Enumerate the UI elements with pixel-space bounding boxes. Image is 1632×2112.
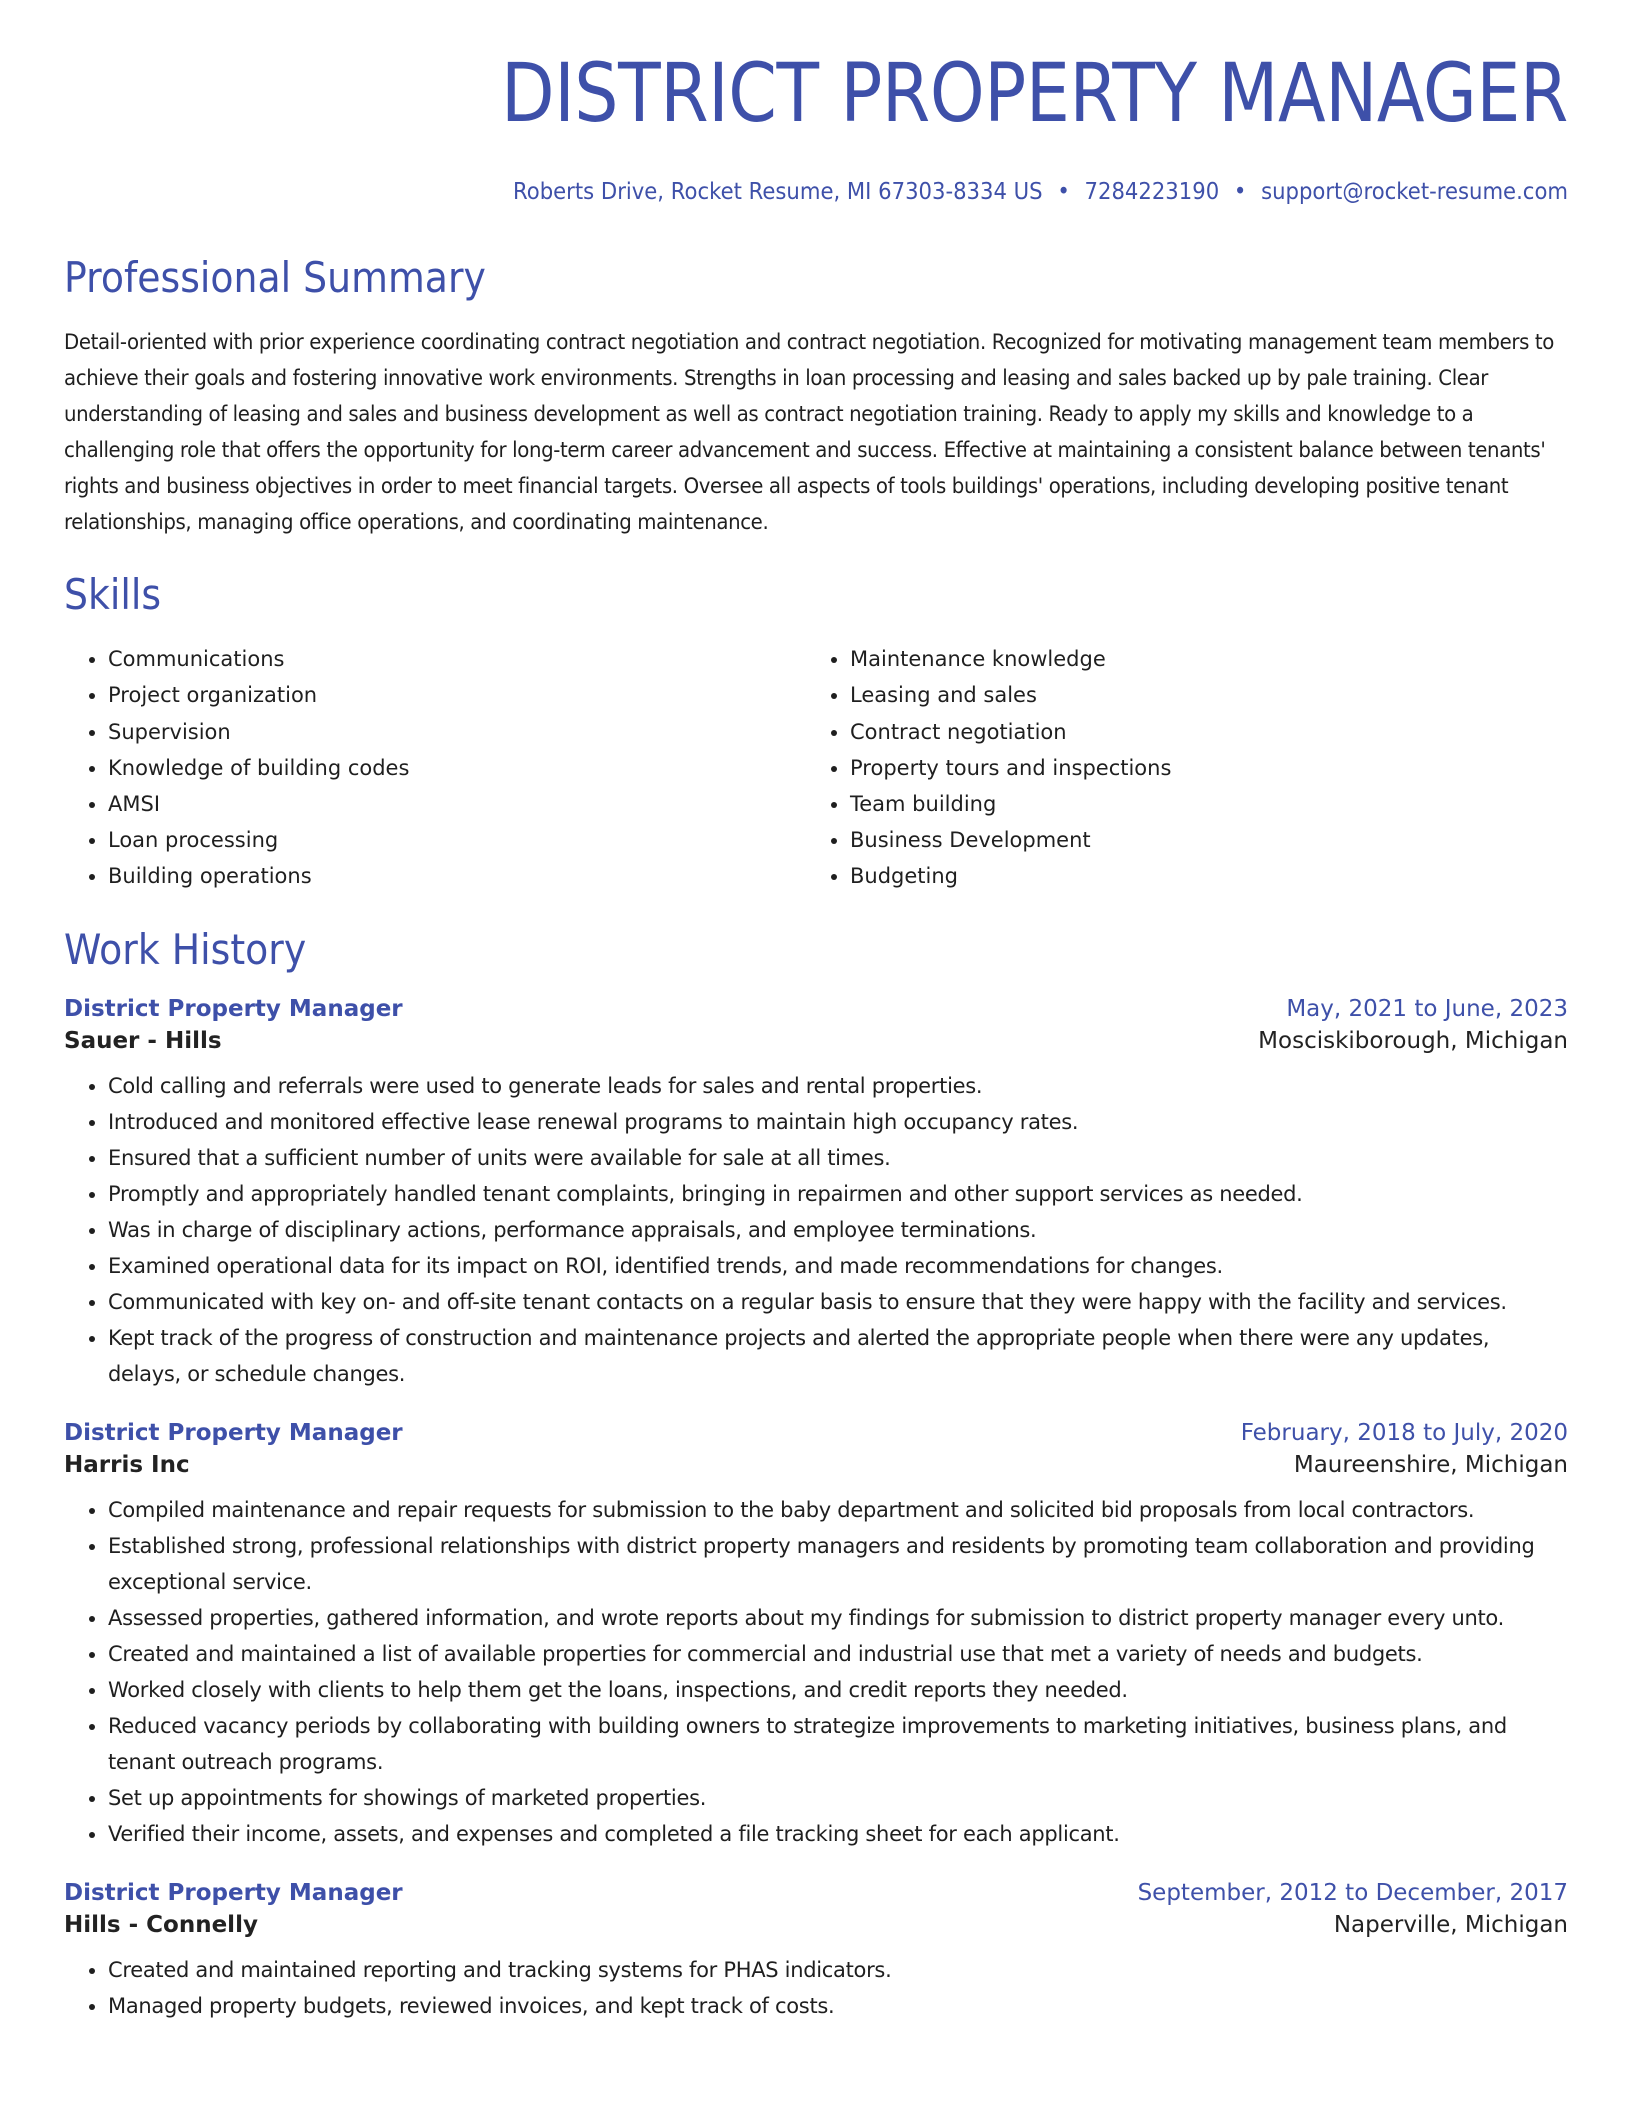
job-dates: May, 2021 to June, 2023	[1286, 995, 1568, 1022]
skill-item: • Contract negotiation	[850, 714, 1548, 750]
job-bullet: • Promptly and appropriately handled tenant complaints, bringing in repairmen and other support services as needed.	[108, 1176, 1568, 1212]
contact-phone: 7284223190	[1084, 179, 1220, 206]
contact-address: Roberts Drive, Rocket Resume, MI 67303-8334 US	[513, 179, 1043, 206]
job-bullet: • Reduced vacancy periods by collaborating with building owners to strategize improvements to marketing initiatives, business plans, and tenant outreach programs.	[108, 1708, 1568, 1780]
job-bullets	[64, 1492, 1568, 1852]
job-location: Naperville, Michigan	[1333, 1911, 1568, 1938]
skills-heading: Skills	[64, 570, 162, 620]
skill-item: • Maintenance knowledge	[850, 641, 1548, 677]
job-entry	[64, 1420, 1568, 1852]
job-title: District Property Manager	[64, 995, 403, 1022]
skill-item: • Communications	[108, 641, 806, 677]
skill-item: • Supervision	[108, 714, 806, 750]
job-title: District Property Manager	[64, 1879, 403, 1906]
skill-item: • Knowledge of building codes	[108, 750, 806, 786]
job-bullet: • Worked closely with clients to help them get the loans, inspections, and credit reports they needed.	[108, 1672, 1568, 1708]
contact-email: support@rocket-resume.com	[1261, 179, 1568, 206]
job-bullets	[64, 1068, 1568, 1392]
skill-item: • Loan processing	[108, 822, 806, 858]
job-company: Harris Inc	[64, 1451, 190, 1478]
skill-item: • Building operations	[108, 858, 806, 894]
job-location: Maureenshire, Michigan	[1293, 1451, 1568, 1478]
job-location: Mosciskiborough, Michigan	[1258, 1027, 1568, 1054]
job-dates: February, 2018 to July, 2020	[1240, 1419, 1568, 1446]
job-bullet: • Introduced and monitored effective lease renewal programs to maintain high occupancy rates.	[108, 1104, 1568, 1140]
job-bullet: • Verified their income, assets, and expenses and completed a file tracking sheet for each applicant.	[108, 1816, 1568, 1852]
work-history-heading: Work History	[64, 924, 307, 974]
job-bullets	[64, 1952, 1568, 2024]
summary-section	[64, 324, 1568, 540]
skill-item: • Leasing and sales	[850, 677, 1548, 713]
skill-item: • AMSI	[108, 786, 806, 822]
job-bullet: • Was in charge of disciplinary actions, performance appraisals, and employee terminations.	[108, 1212, 1568, 1248]
job-bullet: • Examined operational data for its impact on ROI, identified trends, and made recommendations for changes.	[108, 1248, 1568, 1284]
job-bullet: • Kept track of the progress of construction and maintenance projects and alerted the appropriate people when there were any updates, delays, or schedule changes.	[108, 1320, 1568, 1392]
job-entry	[64, 996, 1568, 1392]
job-company: Hills - Connelly	[64, 1911, 258, 1938]
contact-line	[184, 179, 1568, 205]
job-bullet: • Compiled maintenance and repair requests for submission to the baby department and solicited bid proposals from local contractors.	[108, 1492, 1568, 1528]
job-bullet: • Cold calling and referrals were used to generate leads for sales and rental properties.	[108, 1068, 1568, 1104]
contact-separator: •	[1233, 179, 1247, 206]
job-company: Sauer - Hills	[64, 1027, 222, 1054]
skills-list-right	[806, 641, 1548, 894]
job-bullet: • Communicated with key on- and off-site tenant contacts on a regular basis to ensure that they were happy with the facility and services.	[108, 1284, 1568, 1320]
job-entry	[64, 1880, 1568, 2024]
skill-item: • Team building	[850, 786, 1548, 822]
job-bullet: • Ensured that a sufficient number of units were available for sale at all times.	[108, 1140, 1568, 1176]
job-bullet: • Managed property budgets, reviewed invoices, and kept track of costs.	[108, 1988, 1568, 2024]
job-title: District Property Manager	[64, 1419, 403, 1446]
job-bullet: • Set up appointments for showings of marketed properties.	[108, 1780, 1568, 1816]
skill-item: • Business Development	[850, 822, 1548, 858]
job-bullet: • Created and maintained reporting and tracking systems for PHAS indicators.	[108, 1952, 1568, 1988]
job-bullet: • Established strong, professional relationships with district property managers and residents by promoting team collaboration and providing exceptional service.	[108, 1528, 1568, 1600]
skill-item: • Project organization	[108, 677, 806, 713]
skill-item: • Budgeting	[850, 858, 1548, 894]
summary-text: Detail-oriented with prior experience coordinating contract negotiation and contract negotiation. Recognized for motivating management team members to achieve their goals and fostering innovative work environments. Strengths in loan processing and leasing and sales backed up by pale training. Clear understanding of leasing and sales and business development as well as contract negotiation training. Ready to apply my skills and knowledge to a challenging role that offers the opportunity for long-term career advancement and success. Effective at maintaining a consistent balance between tenants' rights and business objectives in order to meet financial targets. Oversee all aspects of tools buildings' operations, including developing positive tenant relationships, managing office operations, and coordinating maintenance.	[64, 330, 1554, 535]
skills-section	[64, 641, 1568, 894]
skills-list-left	[64, 641, 806, 894]
job-bullet: • Assessed properties, gathered information, and wrote reports about my findings for submission to district property manager every unto.	[108, 1600, 1568, 1636]
resume-header	[64, 0, 1568, 205]
job-dates: September, 2012 to December, 2017	[1137, 1879, 1568, 1906]
skill-item: • Property tours and inspections	[850, 750, 1548, 786]
contact-separator: •	[1057, 179, 1070, 206]
job-bullet: • Created and maintained a list of available properties for commercial and industrial use that met a variety of needs and budgets.	[108, 1636, 1568, 1672]
summary-heading: Professional Summary	[64, 253, 486, 303]
candidate-name: DISTRICT PROPERTY MANAGER	[500, 47, 1568, 141]
